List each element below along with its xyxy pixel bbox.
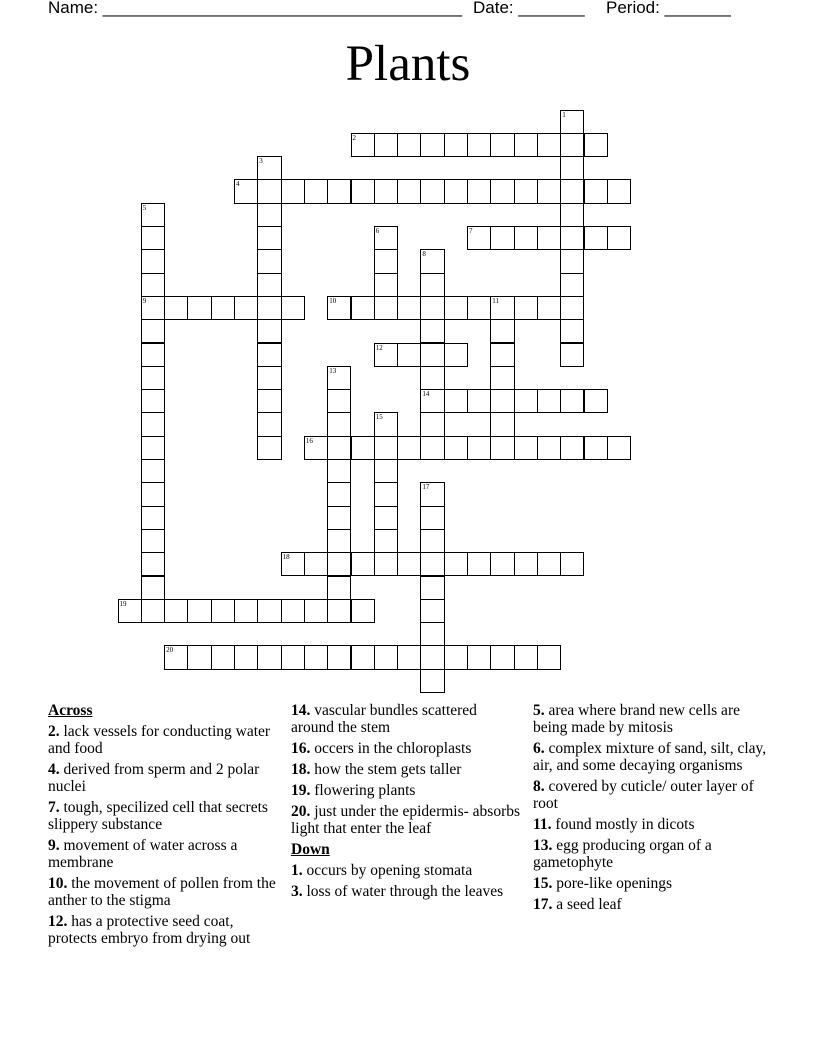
- grid-cell[interactable]: [444, 389, 468, 413]
- grid-cell[interactable]: [420, 669, 444, 693]
- grid-cell[interactable]: [141, 576, 165, 600]
- grid-cell[interactable]: [141, 529, 165, 553]
- grid-cell[interactable]: [420, 249, 444, 273]
- grid-cell[interactable]: [141, 506, 165, 530]
- grid-cell[interactable]: [257, 203, 281, 227]
- clue-down-1: 1. occurs by opening stomata: [291, 862, 473, 879]
- grid-cell[interactable]: [257, 179, 281, 203]
- clue-across-7: 7. tough, specilized cell that secrets slippery substance: [48, 799, 268, 833]
- grid-cell[interactable]: [444, 645, 468, 669]
- grid-cell[interactable]: [467, 552, 491, 576]
- grid-cell[interactable]: [560, 552, 584, 576]
- grid-cell[interactable]: [560, 273, 584, 297]
- grid-cell[interactable]: [257, 412, 281, 436]
- grid-cell[interactable]: [560, 296, 584, 320]
- grid-cell[interactable]: [584, 436, 608, 460]
- grid-cell[interactable]: [327, 366, 351, 390]
- grid-cell[interactable]: [584, 389, 608, 413]
- clue-down-13: 13. egg producing organ of a gametophyte: [533, 837, 712, 871]
- grid-cell[interactable]: [374, 506, 398, 530]
- grid-cell[interactable]: [560, 179, 584, 203]
- grid-cell[interactable]: [141, 436, 165, 460]
- clue-across-9: 9. movement of water across a membrane: [48, 837, 238, 871]
- grid-cell[interactable]: [281, 552, 305, 576]
- grid-cell[interactable]: [444, 552, 468, 576]
- grid-cell[interactable]: [141, 459, 165, 483]
- grid-cell[interactable]: [187, 296, 211, 320]
- grid-cell[interactable]: [304, 552, 328, 576]
- down-heading: Down: [291, 841, 330, 858]
- grid-cell[interactable]: [397, 645, 421, 669]
- grid-cell[interactable]: [374, 249, 398, 273]
- grid-cell[interactable]: [327, 529, 351, 553]
- clue-down-17: 17. a seed leaf: [533, 896, 622, 913]
- grid-cell[interactable]: [420, 179, 444, 203]
- grid-cell[interactable]: [420, 552, 444, 576]
- clues-column-3: [533, 702, 773, 917]
- grid-cell[interactable]: [560, 226, 584, 250]
- clue-number: 11: [492, 296, 500, 305]
- grid-cell[interactable]: [327, 412, 351, 436]
- clue-number: 13: [329, 366, 337, 375]
- grid-cell[interactable]: [420, 506, 444, 530]
- grid-cell[interactable]: [118, 599, 142, 623]
- grid-cell[interactable]: [257, 273, 281, 297]
- clue-across-12: 12. has a protective seed coat, protects embryo from drying out: [48, 913, 251, 947]
- grid-cell[interactable]: [211, 599, 235, 623]
- clue-number: 19: [119, 599, 127, 608]
- grid-cell[interactable]: [420, 296, 444, 320]
- grid-cell[interactable]: [257, 296, 281, 320]
- grid-cell[interactable]: [537, 436, 561, 460]
- grid-cell[interactable]: [374, 273, 398, 297]
- grid-cell[interactable]: [141, 296, 165, 320]
- grid-cell[interactable]: [420, 273, 444, 297]
- grid-cell[interactable]: [397, 343, 421, 367]
- grid-cell[interactable]: [374, 179, 398, 203]
- clue-down-5: 5. area where brand new cells are being made by mitosis: [533, 702, 740, 736]
- clue-number: 10: [329, 296, 337, 305]
- grid-cell[interactable]: [257, 319, 281, 343]
- grid-cell[interactable]: [257, 156, 281, 180]
- grid-cell[interactable]: [374, 412, 398, 436]
- grid-cell[interactable]: [374, 459, 398, 483]
- clue-number: 5: [142, 203, 147, 212]
- grid-cell[interactable]: [444, 179, 468, 203]
- grid-cell[interactable]: [327, 436, 351, 460]
- grid-cell[interactable]: [560, 343, 584, 367]
- grid-cell[interactable]: [327, 389, 351, 413]
- grid-cell[interactable]: [281, 296, 305, 320]
- clue-down-8: 8. covered by cuticle/ outer layer of root: [533, 778, 754, 812]
- grid-cell[interactable]: [374, 482, 398, 506]
- grid-cell[interactable]: [537, 179, 561, 203]
- grid-cell[interactable]: [607, 179, 631, 203]
- clue-number: 14: [422, 390, 430, 399]
- grid-cell[interactable]: [560, 133, 584, 157]
- clue-across-14: 14. vascular bundles scattered around the stem: [291, 702, 477, 736]
- grid-cell[interactable]: [257, 645, 281, 669]
- grid-cell[interactable]: [514, 296, 538, 320]
- grid-cell[interactable]: [490, 296, 514, 320]
- grid-cell[interactable]: [584, 133, 608, 157]
- clue-down-15: 15. pore-like openings: [533, 875, 673, 892]
- grid-cell[interactable]: [607, 226, 631, 250]
- clue-number: 2: [352, 133, 356, 142]
- grid-cell[interactable]: [257, 599, 281, 623]
- grid-cell[interactable]: [420, 622, 444, 646]
- grid-cell[interactable]: [281, 645, 305, 669]
- grid-cell[interactable]: [327, 296, 351, 320]
- clue-across-19: 19. flowering plants: [291, 782, 416, 799]
- grid-cell[interactable]: [374, 133, 398, 157]
- grid-cell[interactable]: [281, 599, 305, 623]
- grid-cell[interactable]: [374, 436, 398, 460]
- clue-number: 9: [142, 296, 147, 305]
- clue-across-10: 10. the movement of pollen from the anther to the stigma: [48, 875, 276, 909]
- grid-cell[interactable]: [420, 576, 444, 600]
- grid-cell[interactable]: [164, 645, 188, 669]
- grid-cell[interactable]: [420, 645, 444, 669]
- grid-cell[interactable]: [397, 179, 421, 203]
- grid-cell[interactable]: [141, 249, 165, 273]
- grid-cell[interactable]: [141, 319, 165, 343]
- grid-cell[interactable]: [467, 226, 491, 250]
- clue-number: 18: [282, 553, 290, 562]
- grid-cell[interactable]: [234, 179, 258, 203]
- grid-cell[interactable]: [397, 552, 421, 576]
- grid-cell[interactable]: [304, 179, 328, 203]
- clue-down-3: 3. loss of water through the leaves: [291, 883, 504, 900]
- clue-number: 6: [375, 227, 380, 235]
- grid-cell[interactable]: [467, 133, 491, 157]
- grid-cell[interactable]: [234, 645, 258, 669]
- grid-cell[interactable]: [514, 552, 538, 576]
- grid-cell[interactable]: [467, 436, 491, 460]
- grid-cell[interactable]: [374, 343, 398, 367]
- clue-number: 1: [562, 110, 566, 119]
- across-heading: Across: [48, 702, 93, 719]
- grid-cell[interactable]: [304, 599, 328, 623]
- grid-cell[interactable]: [490, 389, 514, 413]
- grid-cell[interactable]: [327, 506, 351, 530]
- grid-cell[interactable]: [351, 599, 375, 623]
- grid-cell[interactable]: [444, 296, 468, 320]
- grid-cell[interactable]: [211, 296, 235, 320]
- grid-cell[interactable]: [467, 179, 491, 203]
- grid-cell[interactable]: [490, 133, 514, 157]
- grid-cell[interactable]: [537, 552, 561, 576]
- date-field[interactable]: Date: _______: [473, 0, 585, 17]
- grid-cell[interactable]: [514, 179, 538, 203]
- grid-cell[interactable]: [374, 552, 398, 576]
- grid-cell[interactable]: [141, 412, 165, 436]
- grid-cell[interactable]: [584, 179, 608, 203]
- grid-cell[interactable]: [304, 436, 328, 460]
- grid-cell[interactable]: [304, 645, 328, 669]
- grid-cell[interactable]: [164, 599, 188, 623]
- grid-cell[interactable]: [141, 389, 165, 413]
- grid-cell[interactable]: [584, 226, 608, 250]
- grid-cell[interactable]: [420, 412, 444, 436]
- grid-cell[interactable]: [490, 226, 514, 250]
- grid-cell[interactable]: [490, 366, 514, 390]
- grid-cell[interactable]: [490, 319, 514, 343]
- clues-column-2: [291, 702, 523, 904]
- grid-cell[interactable]: [351, 296, 375, 320]
- grid-cell[interactable]: [560, 249, 584, 273]
- grid-cell[interactable]: [164, 296, 188, 320]
- grid-cell[interactable]: [257, 366, 281, 390]
- grid-cell[interactable]: [374, 296, 398, 320]
- clue-number: 12: [375, 343, 383, 352]
- grid-cell[interactable]: [467, 389, 491, 413]
- grid-cell[interactable]: [490, 179, 514, 203]
- clue-down-11: 11. found mostly in dicots: [533, 816, 695, 833]
- grid-cell[interactable]: [141, 203, 165, 227]
- grid-cell[interactable]: [351, 133, 375, 157]
- clue-across-20: 20. just under the epidermis- absorbs light that enter the leaf: [291, 803, 521, 837]
- grid-cell[interactable]: [257, 343, 281, 367]
- grid-cell[interactable]: [351, 645, 375, 669]
- grid-cell[interactable]: [351, 179, 375, 203]
- clue-number: 16: [305, 436, 313, 445]
- clue-number: 17: [422, 483, 430, 492]
- grid-cell[interactable]: [560, 389, 584, 413]
- grid-cell[interactable]: [351, 552, 375, 576]
- grid-cell[interactable]: [234, 599, 258, 623]
- grid-cell[interactable]: [327, 645, 351, 669]
- grid-cell[interactable]: [141, 599, 165, 623]
- clue-number: 20: [166, 646, 174, 655]
- grid-cell[interactable]: [490, 552, 514, 576]
- grid-cell[interactable]: [444, 436, 468, 460]
- grid-cell[interactable]: [420, 343, 444, 367]
- grid-cell[interactable]: [141, 226, 165, 250]
- grid-cell[interactable]: [537, 296, 561, 320]
- grid-cell[interactable]: [467, 296, 491, 320]
- grid-cell[interactable]: [327, 179, 351, 203]
- grid-cell[interactable]: [560, 156, 584, 180]
- grid-cell[interactable]: [420, 389, 444, 413]
- clue-number: 4: [236, 180, 240, 189]
- grid-cell[interactable]: [420, 482, 444, 506]
- grid-cell[interactable]: [490, 436, 514, 460]
- grid-cell[interactable]: [257, 389, 281, 413]
- grid-cell[interactable]: [234, 296, 258, 320]
- grid-cell[interactable]: [141, 343, 165, 367]
- grid-cell[interactable]: [490, 412, 514, 436]
- clue-number: 8: [422, 250, 426, 259]
- grid-cell[interactable]: [351, 436, 375, 460]
- grid-cell[interactable]: [327, 552, 351, 576]
- clue-number: 3: [259, 157, 263, 166]
- grid-cell[interactable]: [141, 552, 165, 576]
- grid-cell[interactable]: [187, 645, 211, 669]
- grid-cell[interactable]: [141, 366, 165, 390]
- grid-cell[interactable]: [211, 645, 235, 669]
- grid-cell[interactable]: [537, 645, 561, 669]
- grid-cell[interactable]: [560, 319, 584, 343]
- grid-cell[interactable]: [420, 133, 444, 157]
- grid-cell[interactable]: [397, 133, 421, 157]
- grid-cell[interactable]: [444, 133, 468, 157]
- grid-cell[interactable]: [397, 436, 421, 460]
- grid-cell[interactable]: [444, 343, 468, 367]
- grid-cell[interactable]: [514, 645, 538, 669]
- grid-cell[interactable]: [514, 226, 538, 250]
- grid-cell[interactable]: [327, 459, 351, 483]
- grid-cell[interactable]: [514, 389, 538, 413]
- grid-cell[interactable]: [560, 203, 584, 227]
- grid-cell[interactable]: [374, 529, 398, 553]
- grid-cell[interactable]: [537, 389, 561, 413]
- grid-cell[interactable]: [257, 226, 281, 250]
- clue-across-16: 16. occers in the chloroplasts: [291, 740, 472, 757]
- grid-cell[interactable]: [467, 645, 491, 669]
- grid-cell[interactable]: [187, 599, 211, 623]
- clue-down-6: 6. complex mixture of sand, silt, clay, air, and some decaying organisms: [533, 740, 767, 774]
- page-title: Plants: [345, 36, 471, 92]
- grid-cell[interactable]: [420, 599, 444, 623]
- grid-cell[interactable]: [141, 273, 165, 297]
- grid-cell[interactable]: [374, 645, 398, 669]
- grid-cell[interactable]: [490, 343, 514, 367]
- grid-cell[interactable]: [257, 436, 281, 460]
- grid-cell[interactable]: [607, 436, 631, 460]
- grid-cell[interactable]: [560, 436, 584, 460]
- grid-cell[interactable]: [327, 599, 351, 623]
- grid-cell[interactable]: [420, 529, 444, 553]
- grid-cell[interactable]: [514, 436, 538, 460]
- clue-across-4: 4. derived from sperm and 2 polar nuclei: [48, 761, 260, 795]
- grid-cell[interactable]: [420, 366, 444, 390]
- grid-cell[interactable]: [490, 645, 514, 669]
- grid-cell[interactable]: [420, 436, 444, 460]
- grid-cell[interactable]: [397, 296, 421, 320]
- clue-number: 7: [469, 227, 473, 235]
- grid-cell[interactable]: [281, 179, 305, 203]
- grid-cell[interactable]: [327, 576, 351, 600]
- grid-cell[interactable]: [327, 482, 351, 506]
- clues-column-1: [48, 702, 282, 951]
- clue-number: 15: [375, 413, 383, 422]
- grid-cell[interactable]: [420, 319, 444, 343]
- grid-cell[interactable]: [257, 249, 281, 273]
- grid-cell[interactable]: [514, 133, 538, 157]
- grid-cell[interactable]: [537, 133, 561, 157]
- period-field[interactable]: Period: _______: [606, 0, 731, 17]
- name-field[interactable]: Name: ______________________________________: [48, 0, 463, 17]
- grid-cell[interactable]: [374, 226, 398, 250]
- grid-cell[interactable]: [537, 226, 561, 250]
- grid-cell[interactable]: [560, 110, 584, 134]
- grid-cell[interactable]: [141, 482, 165, 506]
- clue-across-2: 2. lack vessels for conducting water and food: [48, 723, 271, 757]
- clue-across-18: 18. how the stem gets taller: [291, 761, 462, 778]
